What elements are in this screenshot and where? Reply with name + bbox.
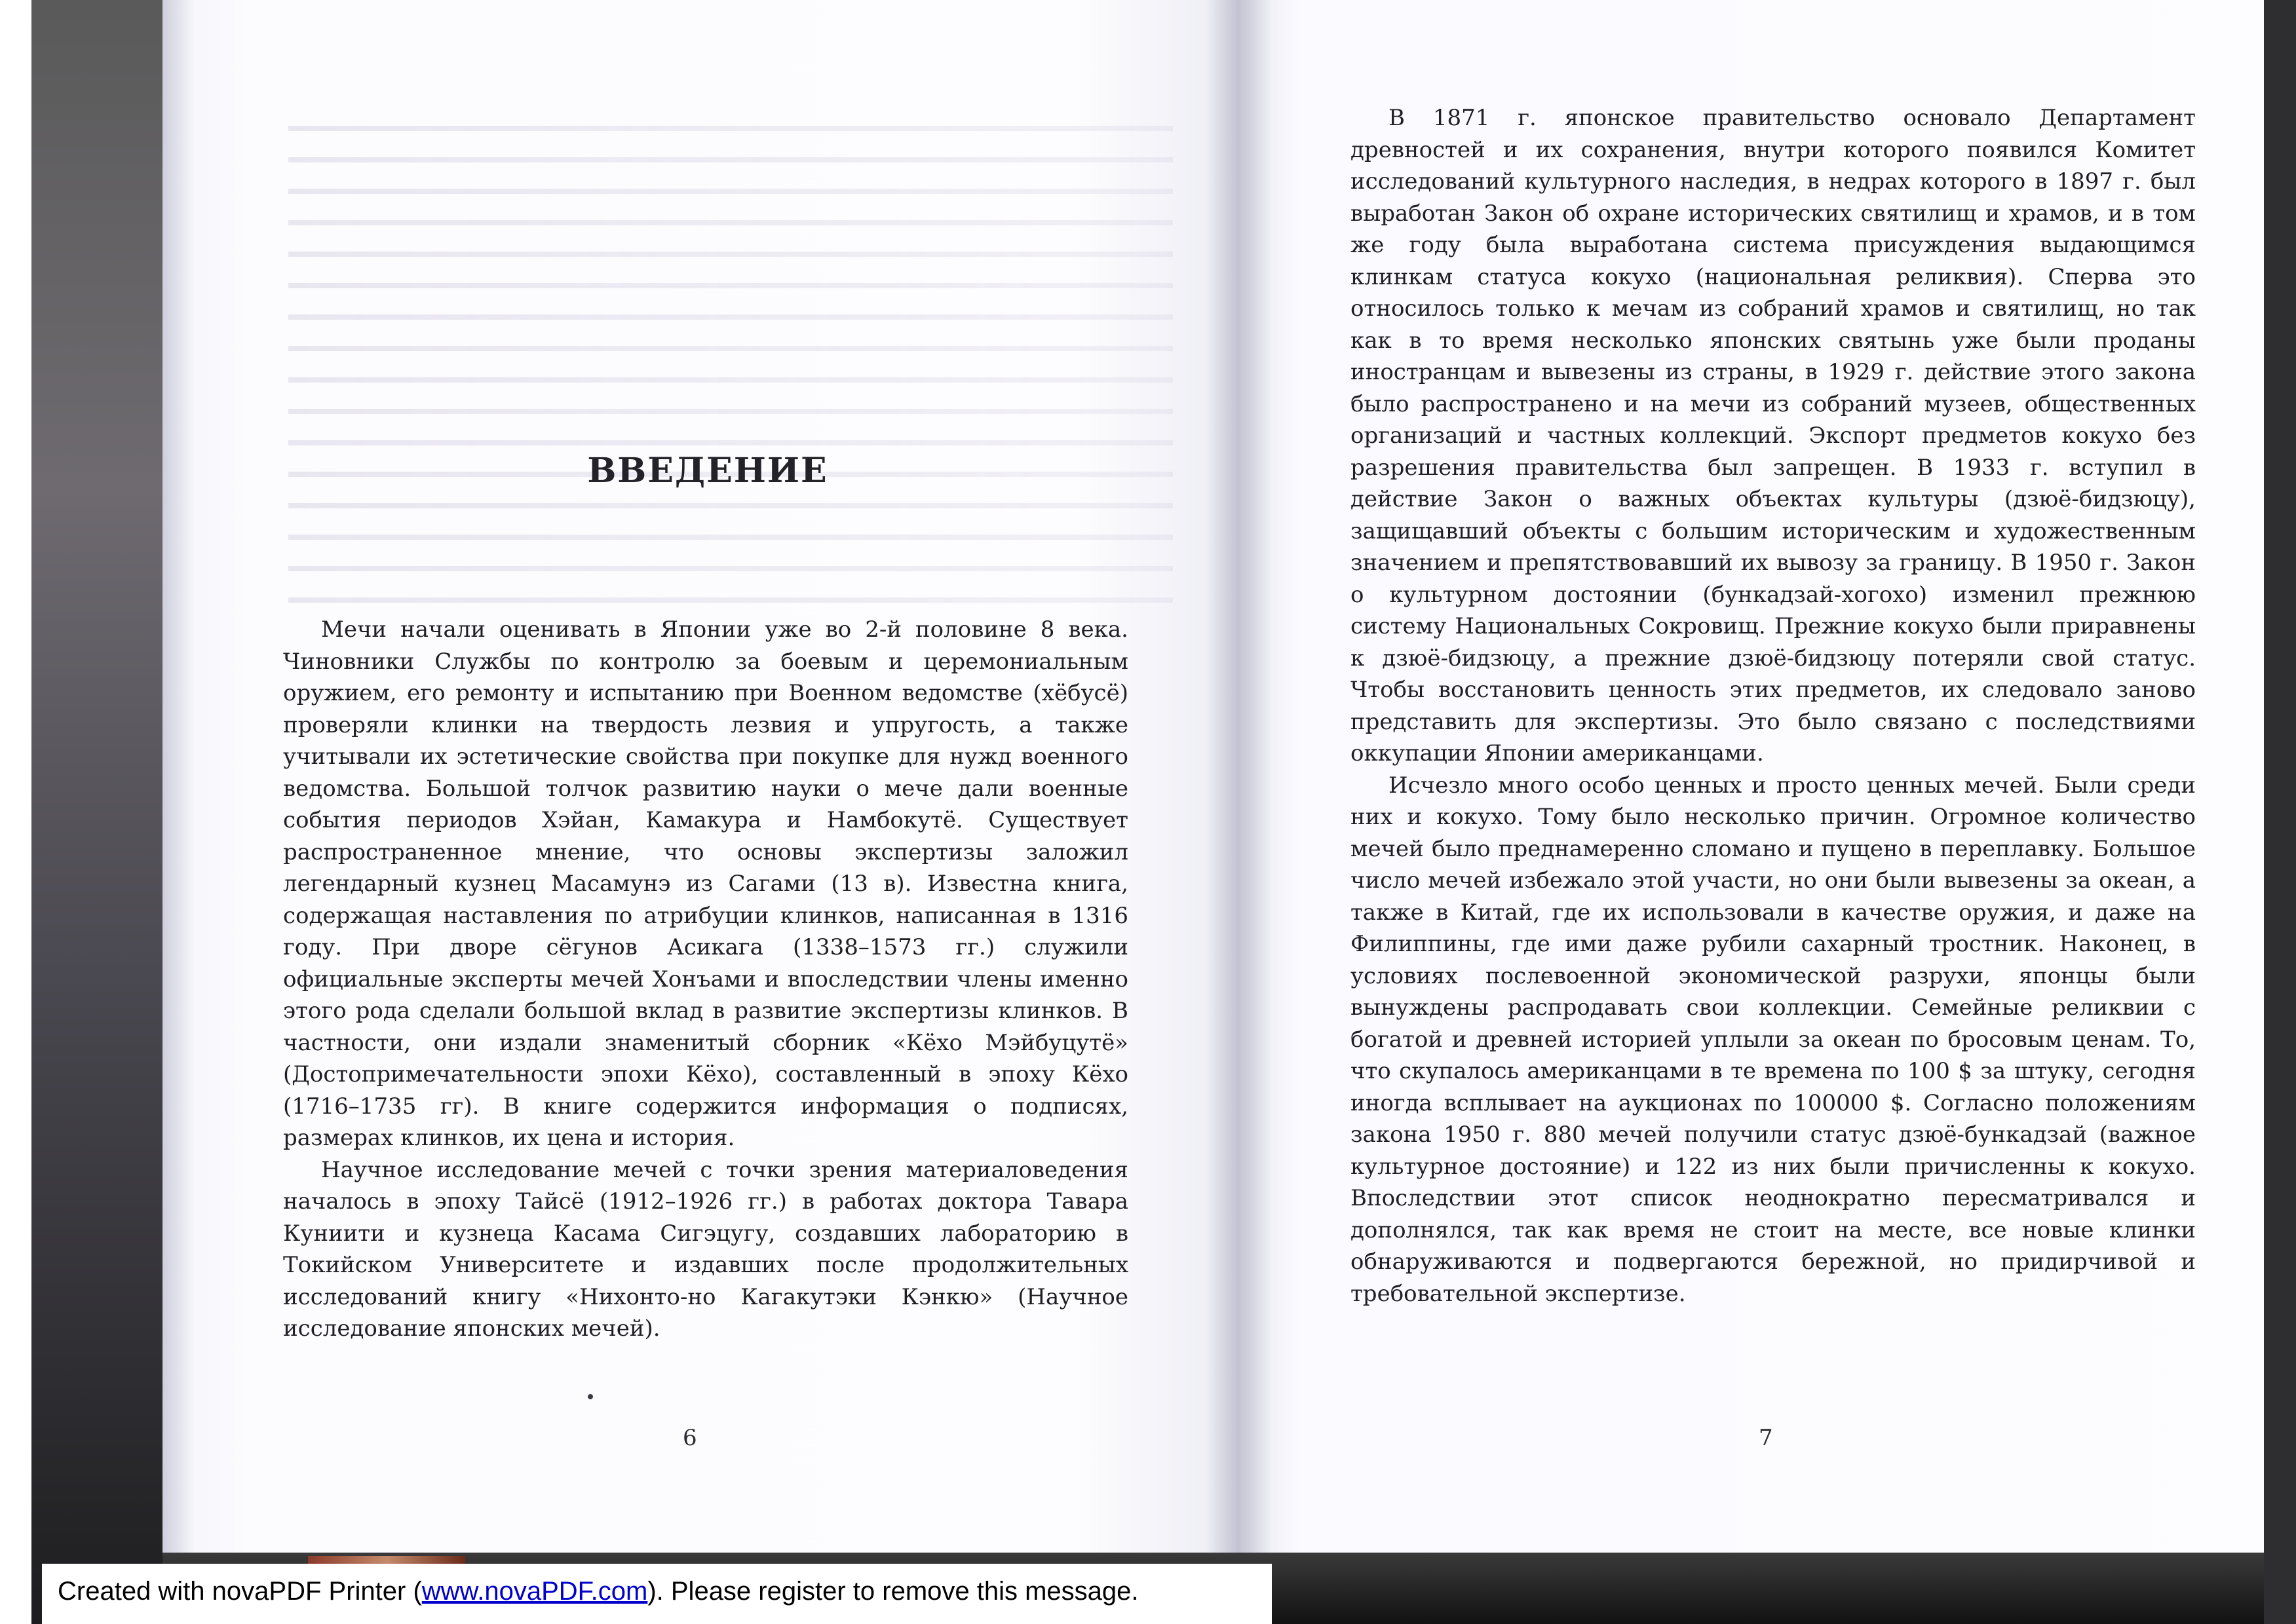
right-page-number: 7 xyxy=(1759,1425,1773,1451)
novapdf-watermark xyxy=(42,1564,1272,1624)
right-page-body xyxy=(1350,102,2196,1310)
book-spine-shadow xyxy=(1206,0,1271,1553)
book-cover-edge-right xyxy=(2264,0,2296,1624)
book-cover-edge-left xyxy=(31,0,163,1624)
right-paragraph-1: В 1871 г. японское правительство основало Департамент древностей и их сохранения, внутри которого появился Комитет исследований культурного наследия, в недрах которого в 1897 г. был выработан Закон об охране исторических святилищ и храмов, и в том же году была выработана система присуждения выдающимся клинкам статуса кокухо (национальная реликвия). Сперва это относилось только к мечам из собраний храмов и святилищ, но так как в то время несколько японских святынь уже были проданы иностранцам и вывезены из страны, в 1929 г. действие этого закона было распространено и на мечи из собраний музеев, общественных организаций и частных коллекций. Экспорт предметов кокухо без разрешения правительства был запрещен. В 1933 г. вступил в действие Закон о важных объектах культуры (дзюё-бидзюцу), защищавший объекты с большим историческим и художественным значением и препятствовавший их вывозу за границу. В 1950 г. Закон о культурном достоянии (бункадзай-хогохо) изменил прежнюю систему Национальных Сокровищ. Прежние кокухо были приравнены к дзюё-бидзюцу, а прежние дзюё-бидзюцу потеряли свой статус. Чтобы восстановить ценность этих предметов, их следовало заново представить для экспертизы. Это было связано с последствиями оккупации Японии американцами. xyxy=(1350,105,2196,766)
novapdf-link[interactable]: www.novaPDF.com xyxy=(421,1577,648,1606)
scan-margin xyxy=(0,0,31,1624)
left-paragraph-1: Мечи начали оценивать в Японии уже во 2-й половине 8 века. Чиновники Службы по контролю за боевым и церемониальным оружием, его ремонту и испытанию при Военном ведомстве (хёбусё) проверяли клинки на твердость лезвия и упругость, а также учитывали их эстетические свойства при покупке для нужд военного ведомства. Большой толчок развитию науки о мече дали военные события периодов Хэйан, Камакура и Намбокутё. Существует распространенное мнение, что основы экспертизы заложил легендарный кузнец Масамунэ из Сагами (13 в). Известна книга, содержащая наставления по атрибуции клинков, написанная в 1316 году. При дворе сёгунов Асикага (1338–1573 гг.) служили официальные эксперты мечей Хонъами и впоследствии члены именно этого рода сделали большой вклад в развитие экспертизы клинков. В частности, они издали знаменитый сборник «Кёхо Мэйбуцутё» (Достопримечательности эпохи Кёхо), составленный в эпоху Кёхо (1716–1735 гг). В книге содержится информация о подписях, размерах клинков, их цена и история. xyxy=(283,616,1128,1151)
left-page-border xyxy=(163,0,194,1553)
left-page-body xyxy=(283,614,1128,1345)
right-paragraph-2: Исчезло много особо ценных и просто ценных мечей. Были среди них и кокухо. Тому было несколько причин. Огромное количество мечей было преднамеренно сломано и пущено в переплавку. Большое число мечей избежало этой участи, но они были вывезены за океан, а также в Китай, где их использовали в качестве оружия, и даже на Филиппины, где ими даже рубили сахарный тростник. Наконец, в условиях послевоенной экономической разрухи, японцы были вынуждены распродавать свои коллекции. Семейные реликвии с богатой и древней историей уплыли за океан по бросовым ценам. То, что скупалось американцами в те времена по 100 $ за штуку, сегодня иногда всплывает на аукционах по 100000 $. Согласно положениям закона 1950 г. 880 мечей получили статус дзюё-бункадзай (важное культурное достояние) и 122 из них были причисленны к кокухо. Впоследствии этот список неоднократно пересматривался и дополнялся, так как время не стоит на месте, все новые клинки обнаруживаются и подвергаются бережной, но придирчивой и требовательной экспертизе. xyxy=(1350,772,2196,1307)
show-through-text xyxy=(288,111,1173,622)
watermark-suffix: ). Please register to remove this message. xyxy=(647,1577,1139,1606)
chapter-heading: ВВЕДЕНИЕ xyxy=(587,451,828,491)
print-mark xyxy=(588,1394,593,1399)
left-page-number: 6 xyxy=(683,1425,697,1451)
watermark-prefix: Created with novaPDF Printer ( xyxy=(58,1577,422,1606)
left-paragraph-2: Научное исследование мечей с точки зрения материаловедения началось в эпоху Тайсё (1912–1926 гг.) в работах доктора Тавара Куниити и кузнеца Касама Сигэцугу, создавших лабораторию в Токийском Университете и издавших после продолжительных исследований книгу «Нихонто-но Кагакутэки Кэнкю» (Научное исследование японских мечей). xyxy=(283,1156,1128,1342)
